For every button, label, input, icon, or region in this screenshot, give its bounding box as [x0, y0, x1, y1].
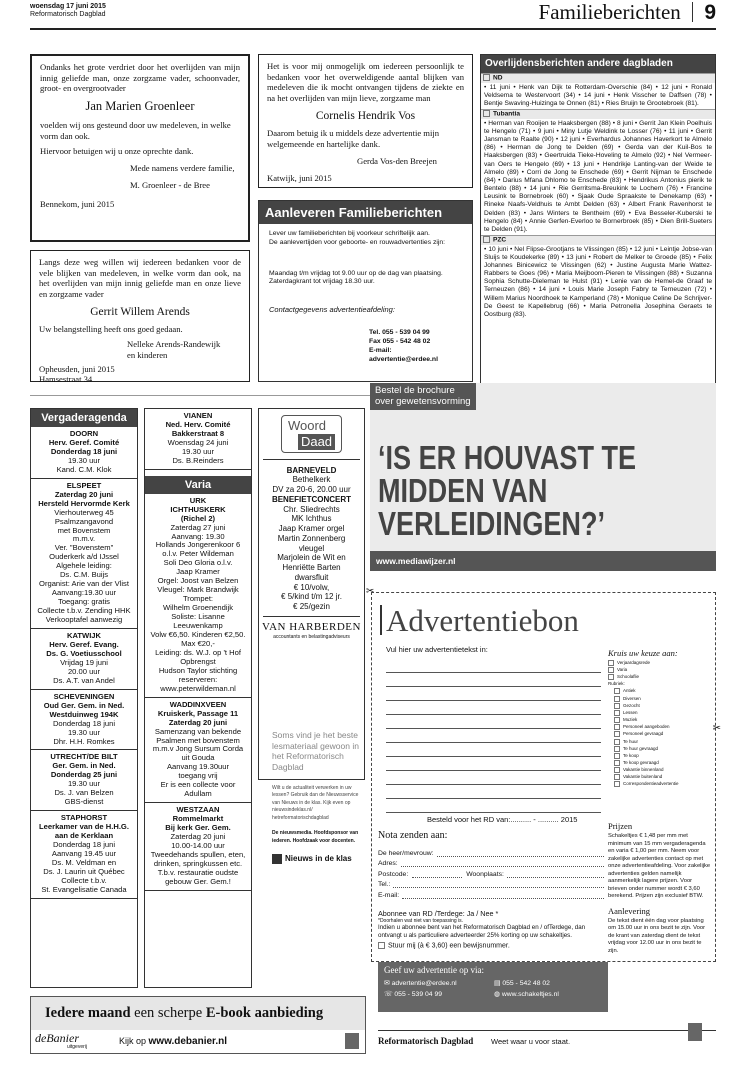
keuze-option[interactable] [608, 781, 710, 788]
keuze-option[interactable] [608, 753, 710, 760]
keuze-label: Personeel gevraagd [623, 731, 664, 737]
vergaderagenda-title: Vergaderagenda [31, 409, 137, 427]
event-when: DV za 20-6, 20.00 uur [272, 485, 351, 495]
tubantia-list: • Herman van Rooijen te Haaksbergen (88) • 8 juni • Gerrit Jan Klein Poelhuis te Hengelo (71) • 9 juni • Miny Lutje Weldink te Losser (76) • 11 juni • Gerrit Jansman te Raalte (90) • 12 juni • Everhardus Johannes Haverkort te Almelo (86) • Herman de Jong te Delden (69) • Gerda van der Kuil-Bos te Haaksbergen (83) • Geertruida Tieke-Hoveling te Almelo (92) • Nel Vermeer-van Oers te Hengelo (69) • 13 juni • Hendrikje Lanting-van der Weide te Almelo (89) • Corri de Jong te Enschede (69) • Gerrit Nijman te Enschede (84) • Darius Mfana Dhlomo te Enschede (83) • Hendrikus Antonius pierik te Bentelo (88) • 14 juni • Rie Gerritsma-Breukink te Lochem (76) • Francine Leusink te Bornebroek (60) • Sjaak Oude Spraakste te Denekamp (63) • Rineke Naafs-Veldhuis te Ambt Delden (63) • Albert Frank Ravenhorst te Delden (83) • Jans Winters te Bentheim (69) • Eva Besseler-Kuberski te Hengelo (84) • Annie Gerfen-Everloo te Bornerbroek (85) • Dien Brill-Sueters te Delden (91). [484, 119, 712, 233]
checkbox[interactable] [614, 731, 620, 737]
headline-line: VERLEIDINGEN?’ [378, 505, 606, 542]
notice-arends [30, 250, 250, 385]
rd-slogan: Weet waar u voor staat. [491, 1037, 571, 1046]
logo-word: Woord [287, 418, 327, 433]
form-field-label: Postcode: [378, 870, 409, 878]
keuze-label: Lessen [623, 710, 638, 716]
event-venue: Bethelkerk [292, 475, 331, 485]
checkbox[interactable] [614, 688, 620, 694]
bon-prijzen [608, 821, 712, 956]
notice-body: Uw belangstelling heeft ons goed gedaan. [39, 324, 183, 335]
agenda-item [145, 803, 251, 891]
keuze-label: Vakantie buitenland [623, 774, 663, 780]
agenda-details: Vrijdag 19 juni 20.00 uur Ds. A.T. van Andel [53, 657, 115, 685]
via-email-row[interactable] [384, 979, 494, 987]
globe-icon: ◍ [494, 991, 502, 998]
agenda-details: Samenzang van bekende Psalmen met bovenstem m.m.v Jong Sursum Corda uit Gouda Aanvang 19.30uur toegang vrij Er is een collecte voor Adullam [152, 726, 244, 799]
nd-list: • 11 juni • Henk van Dijk te Rotterdam-Overschie (84) • 12 juni • Ronald Veldsema te Westervoort (34) • 14 juni • Henk Visscher te Daffsen (78) • Bentje Swaving-Huizinga te Onnen (81) • Ries Bruijn te Grootebroek (81). [484, 83, 712, 108]
agenda-details: Zaterdag 20 juni 10.00-14.00 uur Tweedehands spullen, eten, drinken, springkussen etc. T.b.v. restauratie oudste gebouw Ger. Gem.! [150, 832, 246, 886]
keuze-option[interactable] [608, 674, 710, 681]
agenda-place: DOORN [69, 429, 99, 438]
keuze-label: Gezocht [623, 702, 640, 708]
section-header [539, 0, 716, 25]
source-pzc: PZC [493, 236, 507, 244]
notice-place: Katwijk, juni 2015 [267, 172, 332, 183]
event-place: BARNEVELD [286, 465, 337, 475]
agenda-body: Rommelmarkt [172, 814, 224, 824]
date: woensdag 17 juni 2015 [30, 3, 106, 10]
notice-body: voelden wij ons gesteund door uw medeleven, in welke vorm dan ook. [40, 119, 231, 141]
notice-body: Daarom betuig ik u middels deze advertentie mijn welgemeende en hartelijke dank. [267, 128, 440, 150]
nidk-tagline: De nieuwsmedia. Hoofdsponsor van iederen. Hoofdzaak voor docenten. [272, 830, 359, 844]
keuze-option[interactable] [608, 703, 710, 710]
agenda-vianen [145, 409, 251, 470]
rd-logo: Reformatorisch Dagblad [378, 1036, 474, 1046]
agenda-item [31, 690, 137, 751]
notice-signature: Gerda Vos-den Breejen [357, 155, 437, 166]
tag-line: over gewetensvorming [375, 396, 471, 408]
ebook-headline [31, 997, 365, 1030]
keuze-option[interactable] [608, 667, 710, 674]
agenda-body: Leerkamer van de H.H.G. [39, 822, 129, 832]
notice-name: Cornelis Hendrik Vos [315, 109, 416, 122]
agenda-details: Zaterdag 27 juni Aanvang: 19.30 Hollands Jongerenkoor 6 o.l.v. Peter Wildeman Soli Deo Gloria o.l.v. Jaap Kramer Orgel: Joost van Belzen Vleugel: Mark Brandwijk Trompet: Wilhelm Groenendijk Soliste: Lisanne Leeuwenkamp Volw €6,50. Kinderen €2,50. Max €20,- Leiding: ds. W.J. op 't Hof Opbrengst Hudson Taylor stichting reserveren: www.peterwildeman.nl [150, 522, 246, 693]
section-title: Familieberichten [538, 0, 681, 24]
book-icon [688, 1023, 702, 1041]
source-tubantia: Tubantia [493, 110, 520, 118]
via-web-row[interactable] [494, 990, 559, 998]
keuze-label: Vakantie binnenland [623, 767, 664, 773]
bon-via-box [378, 962, 608, 1012]
headline-line: MIDDEN VAN [378, 472, 548, 509]
tag-line: Bestel de brochure [375, 385, 455, 396]
agenda-body: Herv. Geref. Evang. [49, 639, 119, 649]
keuze-option[interactable] [608, 660, 710, 667]
woord-daad-logo [281, 415, 342, 453]
agenda-item [31, 479, 137, 629]
form-field-label: Adres: [378, 860, 398, 867]
abonnee-line[interactable]: Abonnee van RD /Terdege: Ja / Nee * [378, 909, 499, 918]
checkbox[interactable] [614, 739, 620, 745]
notice-groenleer [30, 54, 250, 242]
checkbox[interactable] [614, 760, 620, 766]
mediawijzer-url[interactable]: www.mediawijzer.nl [370, 551, 716, 571]
checkbox[interactable] [614, 724, 620, 730]
keuze-label: Te koop [623, 753, 639, 759]
ebook-ad [30, 996, 366, 1054]
aanleveren-title: Aanleveren Familieberichten [259, 201, 472, 224]
event-details: Chr. Sliedrechts MK Ichthus Jaap Kramer orgel Martin Zonnenberg vleugel Marjolein de Wit en Henriëtte Barten dwarsfluit € 10/volw, € 5/kind t/m 12 jr. € 25/gezin [277, 504, 346, 612]
contact-tel: Tel. 055 - 539 04 99 [369, 329, 430, 337]
keuze-label: Schoolaflie [617, 674, 640, 680]
agenda-body: Ger. Gem. in Ned. [52, 761, 116, 771]
contact-list [369, 329, 462, 364]
agenda-body: Ned. Herv. Comité [165, 419, 231, 429]
checkbox[interactable] [614, 781, 620, 787]
via-tel-row [384, 990, 494, 998]
keuze-label: Verjaardagsrede [617, 660, 651, 666]
overlijden-title: Overlijdensberichten andere dagbladen [481, 55, 715, 73]
agenda-details: Woensdag 24 juni 19.30 uur Ds. B.Reinders [167, 437, 229, 465]
event-title: BENEFIETCONCERT [271, 494, 352, 504]
header-rule [30, 28, 716, 30]
agenda-item [31, 750, 137, 811]
ebook-footer [31, 1030, 365, 1053]
keuze-option[interactable] [608, 717, 710, 724]
checkbox[interactable] [614, 774, 620, 780]
book-icon [345, 1033, 359, 1049]
bewijsnummer-label: Stuur mij (à € 3,60) een bewijsnummer. [388, 942, 510, 950]
notice-place: Opheusden, juni 2015 [39, 363, 115, 374]
notice-name: Jan Marien Groenleer [85, 99, 195, 114]
abonnee-note: *Doorhalen wat niet van toepassing is. [378, 918, 464, 924]
keuze-option[interactable] [608, 710, 710, 717]
aanlevering-title: Aanlevering [608, 905, 651, 916]
ebook-text: E-book aanbieding [205, 1005, 324, 1021]
keuze-label: Muziek [623, 717, 638, 723]
keuze-option[interactable] [608, 774, 710, 781]
nidk-logo [272, 853, 362, 865]
agenda-place: STAPHORST [60, 813, 108, 823]
agenda-body: Herv. Geref. Comité [48, 437, 120, 447]
notice-address: Hamsestraat 34 [39, 374, 93, 385]
ebook-text: een scherpe [130, 1005, 206, 1021]
agenda-body: Zaterdag 20 juni [54, 489, 114, 499]
vergaderagenda-column [30, 408, 138, 988]
bewijsnummer-option[interactable] [378, 942, 606, 951]
agenda-place: VIANEN [183, 411, 213, 420]
form-field[interactable] [378, 878, 604, 889]
varia-title: Varia [145, 476, 251, 494]
rd-footer [378, 1030, 716, 1051]
nieuws-in-de-klas-ad [272, 730, 362, 960]
notice-intro: Ondanks het grote verdriet door het overlijden van mijn innig geliefde man, onze zorgzame vader, schoonvader, groot- en overgrootvader [40, 62, 240, 94]
contact-email[interactable]: E-mail: advertentie@erdee.nl [369, 346, 438, 363]
phone-icon: ☏ [384, 991, 395, 998]
keuze-option[interactable] [608, 760, 710, 767]
agenda-place: KATWIJK [66, 631, 102, 641]
agenda-subtitle: (Richel 2) [180, 513, 216, 523]
nidk-lead: Soms vind je het beste lesmateriaal gewoon in het Reformatorisch Dagblad [272, 730, 359, 772]
form-field[interactable] [378, 846, 604, 857]
agenda-place: UTRECHT/DE BILT [50, 752, 118, 762]
sponsor-subtitle: accountants en belastingadviseurs [273, 634, 350, 641]
keuze-option[interactable] [608, 739, 710, 746]
agenda-place: SCHEVENINGEN [53, 691, 115, 701]
advertentiebon [366, 586, 721, 962]
masthead-date-block [30, 3, 106, 20]
notice-signature: Mede namens verdere familie, [130, 163, 235, 174]
overlijdensberichten-box [480, 54, 716, 384]
form-field-label: De heer/mevrouw: [378, 849, 434, 857]
checkbox[interactable] [614, 710, 620, 716]
bon-keuze [608, 648, 710, 789]
checkbox[interactable] [614, 746, 620, 752]
via-fax-row [494, 979, 550, 987]
notice-place: Bennekom, juni 2015 [40, 198, 115, 209]
keuze-option[interactable] [608, 724, 710, 731]
keuze-label: Te huur [623, 738, 639, 744]
notice-name: Gerrit Willem Arends [90, 305, 190, 318]
debanier-logo-sub: uitgeverij [67, 1044, 88, 1050]
prijzen-title: Prijzen [608, 821, 633, 831]
checkbox[interactable] [378, 942, 385, 949]
fax-icon: ▤ [494, 980, 503, 987]
aanleveren-text: Lever uw familieberichten bij voorkeur schriftelijk aan. [269, 230, 430, 237]
agenda-item [145, 494, 251, 698]
mediawijzer-tag [370, 383, 476, 410]
notice-intro: Het is voor mij onmogelijk om iedereen persoonlijk te bedanken voor het overweldigende aantal blijken van medeleven die ik mocht ontvangen tijdens de ziekte en na het overlijden van mijn lieve, zorgzame man [267, 61, 464, 104]
keuze-label: Correspondentieadvertentie [623, 781, 679, 787]
mediawijzer-headline [378, 441, 636, 540]
prijzen-text: Schakeltjes € 1,48 per mm met minimum van 15 mm vergaderagenda en varia € 1,00 per mm. Neem voor zakelijke advertenties contact op met onze advertentieafdeling. Voor zakelijke advertenties gelden namelijk aanmerkelijk lagere prijzen. Voor brieven onder nummer wordt € 3,60 berekend. Prijzen zijn exclusief BTW. [608, 833, 711, 900]
aanleveren-contact: Contactgegevens advertentieafdeling: [269, 305, 395, 315]
agenda-subtitle: Donderdag 25 juni [50, 770, 118, 780]
agenda-place: URK [189, 495, 207, 505]
agenda-place: ELSPEET [66, 480, 102, 490]
notice-signature: en kinderen [127, 349, 168, 360]
agenda-address: Bakkerstraat 8 [171, 428, 225, 438]
aanleveren-box [258, 200, 473, 382]
logo-word: Daad [298, 434, 335, 450]
agenda-details: 19.30 uur Kand. C.M. Klok [56, 455, 112, 474]
checkbox[interactable] [608, 660, 614, 666]
keuze-label: Antiek [623, 688, 636, 694]
form-field-label: E-mail: [378, 891, 400, 899]
form-field[interactable] [378, 867, 604, 878]
keuze-label: Te huur gevraagd [623, 745, 659, 751]
agenda-body: Kruiskerk, Passage 11 [157, 708, 239, 718]
sponsor-logo: VAN HARBERDEN [262, 620, 361, 633]
agenda-body: Oud Ger. Gem. in Ned. [43, 700, 125, 710]
keuze-option[interactable] [608, 731, 710, 738]
form-field[interactable] [378, 888, 604, 899]
kijk-label: Kijk op [119, 1036, 149, 1046]
checkbox[interactable] [614, 717, 620, 723]
contact-fax: Fax 055 - 542 48 02 [369, 337, 431, 345]
agenda-subtitle: Bij kerk Ger. Gem. [165, 823, 231, 833]
notice-vos [258, 54, 473, 188]
scissors-icon: ✂ [712, 723, 721, 734]
nidk-body: Wilt u de actualiteit verwerken in uw lessen? Gebruik dan de Nieuwsservice van Nieuws in de klas. Kijk even op nieuwsindeklas.nl/ hetreformatorischdagblad [272, 784, 359, 821]
keuze-title: Kruis uw keuze aan: [608, 648, 678, 658]
checkbox[interactable] [614, 696, 620, 702]
keuze-option[interactable] [608, 767, 710, 774]
aanleveren-text: Zaterdagkrant tot vrijdag 18.30 uur. [269, 278, 375, 286]
checkbox[interactable] [614, 703, 620, 709]
agenda-subtitle: aan de Kerklaan [54, 831, 114, 841]
korting-text: Indien u abonnee bent van het Reformatorisch Dagblad en / ofTerdege, dan ontvangt u als particuliere adverteerder 25% korting op uw schakeltjes. [378, 924, 586, 939]
aanlevering-text: De tekst dient één dag voor plaatsing om 15.00 uur in ons bezit te zijn. Voor de krant van zaterdag dient de tekst vrijdag voor 12.00 uur in ons bezit te zijn. [608, 917, 705, 954]
bon-instruction: Vul hier uw advertentietekst in: [386, 645, 488, 654]
agenda-item [31, 811, 137, 899]
debanier-logo: deBanier [35, 1031, 79, 1045]
nidk-logo-text: Nieuws in de klas [285, 854, 352, 863]
bon-besteld: Besteld voor het RD van:.......... - .......... 2015 [427, 815, 578, 824]
bon-text-lines[interactable] [386, 659, 601, 813]
keuze-label: Te koop gevraagd [623, 760, 659, 766]
form-field-label: Woonplaats: [466, 870, 504, 878]
via-title: Geef uw advertentie op via: [384, 965, 484, 975]
pzc-list: • 10 juni • Nel Flipse-Grootjans te Vlissingen (85) • 12 juni • Leintje Jobse-van Sluijs te Koudekerke (89) • 13 juni • Robert de Melker te Groede (85) • Felix Johannes Binicewicz te Vlissingen (62) • Justine Augusta Marie Wattez-Rabbers te Goes (96) • Maria Meijboom-Pieren te Vlissingen (88) • Suzanna Sophia Schutte-Dieleman te Hulst (91) • Lenie van de Hemel-de Graaf te Terneuzen (86) • 14 juni • Louis Marie Joseph Fabry te Terneuzen (72) • Willem Marius Noordhoek te Kamperland (78) • Monique Celine De Schrijver-De Geest te Kapellebrug (66) • Maria Petronella Josephina Geraets te Oostburg (83). [484, 245, 712, 318]
aanleveren-text: De aanlevertijden voor geboorte- en rouwadvertenties zijn: [269, 238, 446, 246]
agenda-place: WESTZAAN [176, 805, 220, 815]
agenda-subtitle: Donderdag 18 juni [50, 446, 118, 456]
bon-title: Advertentiebon [386, 603, 579, 638]
keuze-option[interactable] [608, 688, 710, 695]
checkbox[interactable] [614, 767, 620, 773]
keuze-label: Varia [617, 667, 628, 673]
form-field-label: Tel.: [378, 881, 391, 888]
bon-abonnee [378, 909, 606, 951]
varia-column [144, 408, 252, 988]
agenda-place: WADDINXVEEN [169, 699, 227, 709]
headline-line: ‘IS ER HOUVAST TE [378, 439, 637, 476]
book-icon [272, 854, 282, 864]
via-email[interactable]: advertentie@erdee.nl [391, 980, 457, 987]
agenda-body: ICHTHUSKERK [170, 504, 226, 514]
via-tel: 055 - 539 04 99 [394, 991, 443, 998]
agenda-item [31, 427, 137, 479]
bon-nota-title: Nota zenden aan: [378, 830, 448, 841]
notice-body: Hiervoor betuigen wij u onze oprechte dank. [40, 146, 194, 157]
agenda-subtitle: Zaterdag 20 juni [168, 717, 228, 727]
keuze-option[interactable] [608, 681, 710, 688]
notice-intro: Langs deze weg willen wij iedereen bedanken voor de vele blijken van medeleven, in welke vorm dan ook, na het overlijden van mijn innig geliefde man en onze lieve en zorgzame vader [39, 257, 241, 300]
mediawijzer-ad [370, 383, 716, 571]
agenda-details: 19.30 uur Ds. J. van Belzen GBS-dienst [54, 779, 114, 807]
keuze-option[interactable] [608, 746, 710, 753]
mail-icon: ✉ [384, 980, 392, 987]
keuze-label: Personeel aangeboden [623, 724, 670, 730]
agenda-subtitle: Ds. G. Voetiusschool [46, 648, 122, 658]
agenda-subtitle: Hersteld Hervormde Kerk [38, 498, 130, 508]
via-web[interactable]: www.schakeltjes.nl [501, 991, 559, 998]
form-field[interactable] [378, 857, 604, 868]
aanleveren-text: Maandag t/m vrijdag tot 9.00 uur op de dag van plaatsing. [269, 269, 443, 277]
agenda-details: Vierhouterweg 45 Psalmzangavond met Bovenstem m.m.v. Ver. "Bovenstem" Ouderkerk a/d IJssel Algehele leiding: Ds. C.M. Buijs Organist: Arie van der Vlist Aanvang:19.30 uur Toegang: gratis Collecte t.b.v. Zending HHK Verkooptafel aanwezig [37, 507, 131, 625]
scissors-icon: ✂ [366, 586, 375, 597]
debanier-url[interactable]: www.debanier.nl [148, 1036, 228, 1047]
checkbox[interactable] [614, 753, 620, 759]
woord-daad-ad [258, 408, 365, 780]
notice-signature: M. Groenleer - de Bree [130, 179, 210, 190]
checkbox[interactable] [608, 674, 614, 680]
agenda-item [145, 698, 251, 803]
agenda-item [31, 629, 137, 690]
source-nd: ND [493, 74, 503, 82]
ebook-text: Iedere maand [45, 1005, 131, 1021]
publication-name: Reformatorisch Dagblad [30, 11, 106, 19]
agenda-subtitle: Westduinweg 194K [49, 709, 119, 719]
via-fax: 055 - 542 48 02 [502, 980, 550, 987]
keuze-option[interactable] [608, 696, 710, 703]
notice-signature: Nelleke Arends-Randewijk [127, 339, 221, 350]
keuze-label: Rubriek: [608, 681, 625, 687]
page-number: 9 [704, 1, 716, 24]
checkbox[interactable] [608, 667, 614, 673]
keuze-label: Diversen [623, 695, 641, 701]
agenda-details: Donderdag 18 juni 19.30 uur Dhr. H.H. Romkes [52, 718, 116, 746]
agenda-details: Donderdag 18 juni Aanvang 19.45 uur Ds. M. Veldman en Ds. J. Laurin uit Québec Collecte t.b.v. St. Evangelisatie Canada [41, 840, 127, 894]
